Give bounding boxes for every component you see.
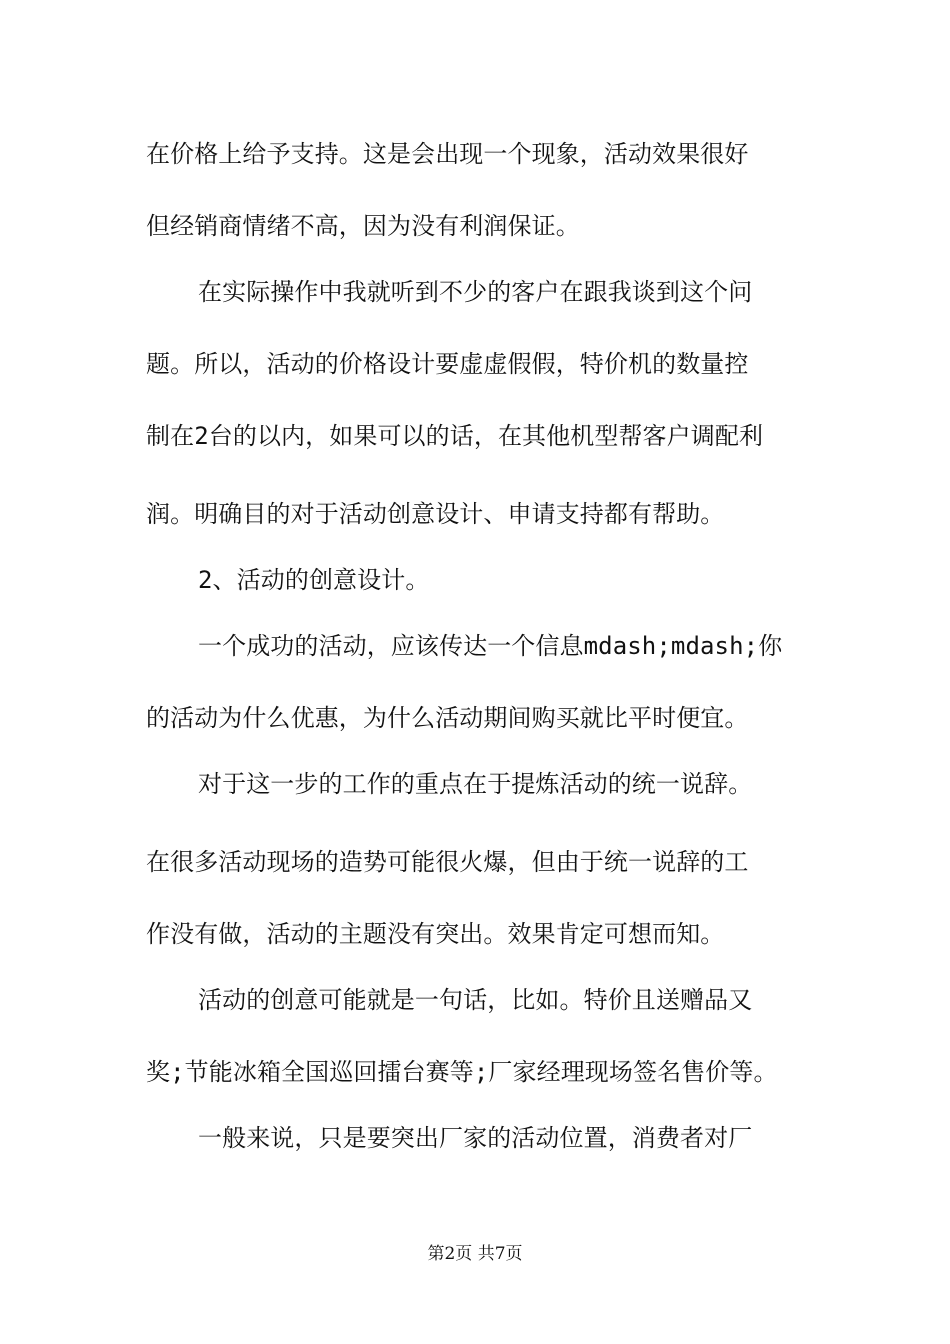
paragraph-line: 题。所以，活动的价格设计要虚虚假假，特价机的数量控 bbox=[146, 350, 749, 378]
paragraph-line: 的活动为什么优惠，为什么活动期间购买就比平时便宜。 bbox=[146, 704, 749, 732]
paragraph-line: 在价格上给予支持。这是会出现一个现象，活动效果很好 bbox=[146, 140, 749, 168]
paragraph-line: 活动的创意可能就是一句话，比如。特价且送赠品又 bbox=[198, 986, 753, 1014]
paragraph-line: 对于这一步的工作的重点在于提炼活动的统一说辞。 bbox=[198, 770, 753, 798]
page-number-footer: 第2页 共7页 bbox=[427, 1244, 523, 1264]
paragraph-line: 制在2台的以内，如果可以的话，在其他机型帮客户调配利 bbox=[146, 422, 764, 450]
paragraph-line: 在实际操作中我就听到不少的客户在跟我谈到这个问 bbox=[198, 278, 753, 306]
paragraph-line: 奖;节能冰箱全国巡回擂台赛等;厂家经理现场签名售价等。 bbox=[146, 1058, 778, 1086]
paragraph-line: 润。明确目的对于活动创意设计、申请支持都有帮助。 bbox=[146, 500, 725, 528]
paragraph-line: 作没有做，活动的主题没有突出。效果肯定可想而知。 bbox=[146, 920, 725, 948]
section-heading: 2、活动的创意设计。 bbox=[198, 566, 430, 594]
paragraph-line: 一般来说，只是要突出厂家的活动位置，消费者对厂 bbox=[198, 1124, 753, 1152]
paragraph-line: 但经销商情绪不高，因为没有利润保证。 bbox=[146, 212, 580, 240]
paragraph-line: 一个成功的活动，应该传达一个信息mdash;mdash;你 bbox=[198, 632, 783, 660]
paragraph-line: 在很多活动现场的造势可能很火爆，但由于统一说辞的工 bbox=[146, 848, 749, 876]
